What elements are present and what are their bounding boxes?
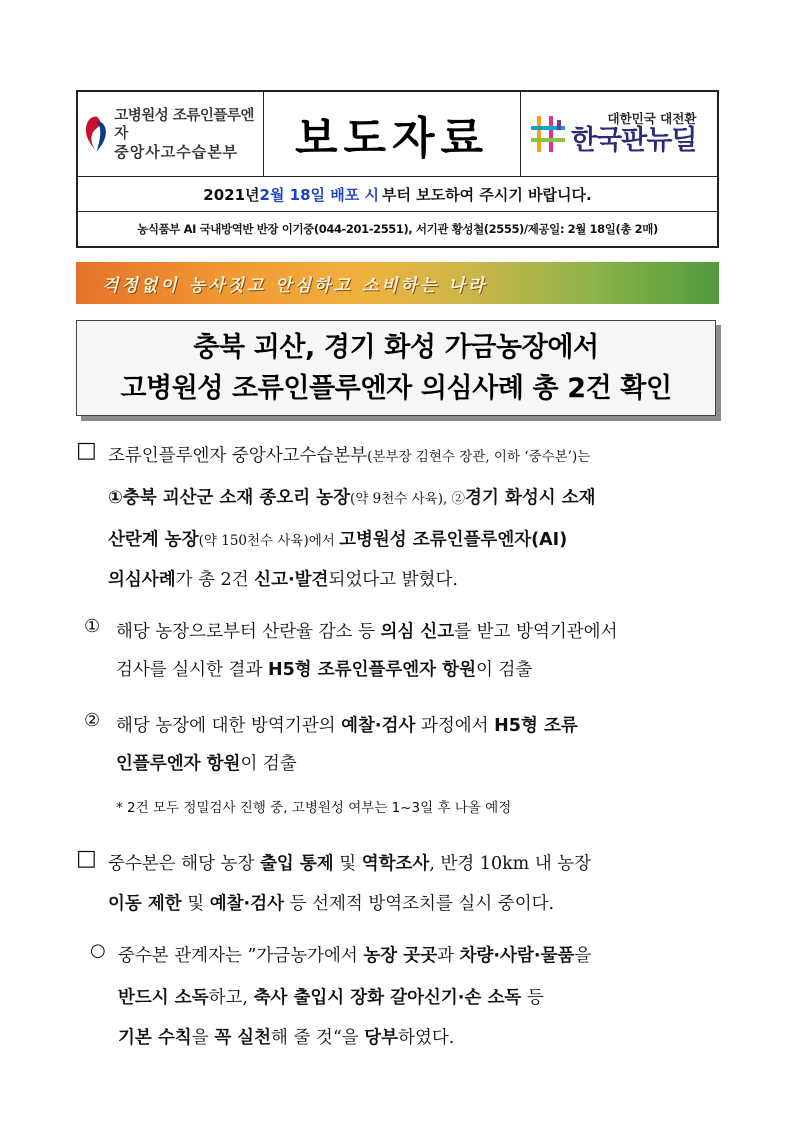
para2-text-i: 등 선제적 방역조치를 실시 중이다.: [284, 894, 555, 914]
para1-bold-c: ①충북 괴산군 소재 종오리 농장: [108, 488, 351, 508]
circled-number-1: ①: [84, 616, 101, 637]
para1-bold-f: 산란계 농장: [108, 530, 199, 550]
headline-line2: 고병원성 조류인플루엔자 의심사례 총 2건 확인: [120, 373, 672, 404]
para3-text-i: 등: [521, 988, 544, 1008]
sub2-text-c: 과정에서: [415, 716, 495, 736]
para2-text-g: 및: [181, 894, 210, 914]
sub1-text-d: 검사를 실시한 결과: [116, 660, 268, 680]
release-pre: 2021년: [203, 185, 260, 204]
para2-text-a: 중수본은 해당 농장: [108, 854, 260, 874]
sub2-bold-e: 인플루엔자 항원: [116, 754, 241, 774]
headline-line1: 충북 괴산, 경기 화성 가금농장에서: [193, 332, 599, 363]
para1-line1: [108, 442, 590, 467]
para3-bold-n: 당부: [364, 1028, 399, 1048]
headline-box: [76, 320, 716, 416]
para1-bold-h: 고병원성 조류인플루엔자(AI): [339, 530, 568, 550]
para1-bold-e: 경기 화성시 소재: [465, 488, 596, 508]
square-bullet-1: □: [76, 438, 97, 463]
para1-line3: [108, 526, 567, 551]
para1-text-d: (약 9천수 사육), ②: [350, 491, 466, 507]
org-name-line2: 중앙사고수습본부: [114, 142, 239, 161]
para3-text-g: 하고,: [208, 988, 254, 1008]
para3-bold-b: 농장 곳곳: [363, 946, 438, 966]
para3-text-a: 중수본 관계자는 ”가금농가에서: [118, 946, 364, 966]
para3-line2: [118, 984, 544, 1009]
newdeal-subtitle: 대한민국 대전환: [607, 111, 697, 127]
circle-bullet: ○: [90, 940, 106, 961]
para3-text-k: 을: [191, 1028, 215, 1048]
release-date-row: [78, 177, 717, 212]
para2-bold-f: 이동 제한: [108, 894, 182, 914]
para1-line2: [108, 484, 596, 509]
para1-text-g: (약 150천수 사육)에서: [198, 533, 340, 549]
para2-bold-h: 예찰·검사: [209, 894, 285, 914]
para3-bold-f: 반드시 소독: [118, 988, 209, 1008]
sub2-text-f: 이 검출: [240, 754, 297, 774]
para1-text-j: 가 총 2건: [175, 570, 255, 590]
para3-text-e: 을: [574, 946, 592, 966]
para2-text-e: , 반경 10km 내 농장: [429, 854, 592, 874]
para1-text-a: 조류인플루엔자 중앙사고수습본부: [108, 446, 368, 466]
sub1-bold-b: 의심 신고: [380, 622, 455, 642]
release-date: 2월 18일 배포 시: [259, 185, 379, 204]
para3-text-c: 과: [437, 946, 460, 966]
para3-text-o: 하였다.: [398, 1028, 455, 1048]
sub1-line1: [116, 618, 617, 643]
korean-new-deal-logo-icon: [529, 112, 567, 156]
para1-text-b: (본부장 김현수 장관, 이하 ‘중수본’)는: [367, 449, 591, 465]
sub2-line1: [116, 712, 578, 737]
press-release-header: [76, 90, 719, 248]
para2-bold-d: 역학조사: [361, 854, 430, 874]
para1-line4: [108, 566, 458, 591]
newdeal-title: 한국판뉴딜: [571, 125, 697, 157]
square-bullet-2: □: [76, 846, 97, 871]
title-cell: [264, 92, 521, 176]
header-top-row: [78, 92, 717, 177]
document-title: 보도자료: [294, 113, 489, 164]
para3-line3: [118, 1024, 454, 1049]
para3-text-m: 해 줄 것“을: [271, 1028, 365, 1048]
para1-bold-i: 의심사례: [108, 570, 176, 590]
contact-row: 농식품부 AI 국내방역반 반장 이기중(044-201-2551), 서기관 황성철(2555)/제공일: 2월 18일(총 2매): [137, 222, 658, 236]
para3-bold-l: 꼭 실천: [214, 1028, 271, 1048]
slogan-text: 걱정없이 농사짓고 안심하고 소비하는 나라: [102, 275, 488, 296]
para2-line2: [108, 890, 554, 915]
korea-government-emblem-icon: [84, 114, 109, 154]
sub1-text-a: 해당 농장으로부터 산란율 감소 등: [116, 622, 381, 642]
footnote: * 2건 모두 정밀검사 진행 중, 고병원성 여부는 1~3일 후 나올 예정: [116, 800, 512, 816]
para2-line1: [108, 850, 591, 875]
sub1-line2: [116, 656, 532, 681]
circled-number-2: ②: [84, 710, 101, 731]
para3-line1: [118, 942, 591, 967]
sub1-text-f: 이 검출: [476, 660, 533, 680]
para1-bold-k: 신고·발견: [254, 570, 329, 590]
para3-bold-j: 기본 수칙: [118, 1028, 192, 1048]
sub2-line2: [116, 750, 297, 775]
organization-cell: [78, 92, 264, 176]
logo-cell: [521, 92, 717, 176]
sub1-bold-e: H5형 조류인플루엔자 항원: [267, 660, 476, 680]
para3-bold-h: 축사 출입시 장화 갈아신기·손 소독: [253, 988, 522, 1008]
para3-bold-d: 차량·사람·물품: [459, 946, 575, 966]
para2-bold-b: 출입 통제: [259, 854, 334, 874]
release-post: 부터 보도하여 주시기 바랍니다.: [381, 185, 592, 204]
para1-text-l: 되었다고 밝혔다.: [328, 570, 458, 590]
para2-text-c: 및: [333, 854, 362, 874]
sub1-text-c: 를 받고 방역기관에서: [454, 622, 618, 642]
sub2-bold-d: H5형 조류: [494, 716, 578, 736]
sub2-text-a: 해당 농장에 대한 방역기관의: [116, 716, 342, 736]
org-name-line1: 고병원성 조류인플루엔자: [114, 107, 254, 142]
sub2-bold-b: 예찰·검사: [341, 716, 416, 736]
slogan-banner: [76, 262, 719, 304]
